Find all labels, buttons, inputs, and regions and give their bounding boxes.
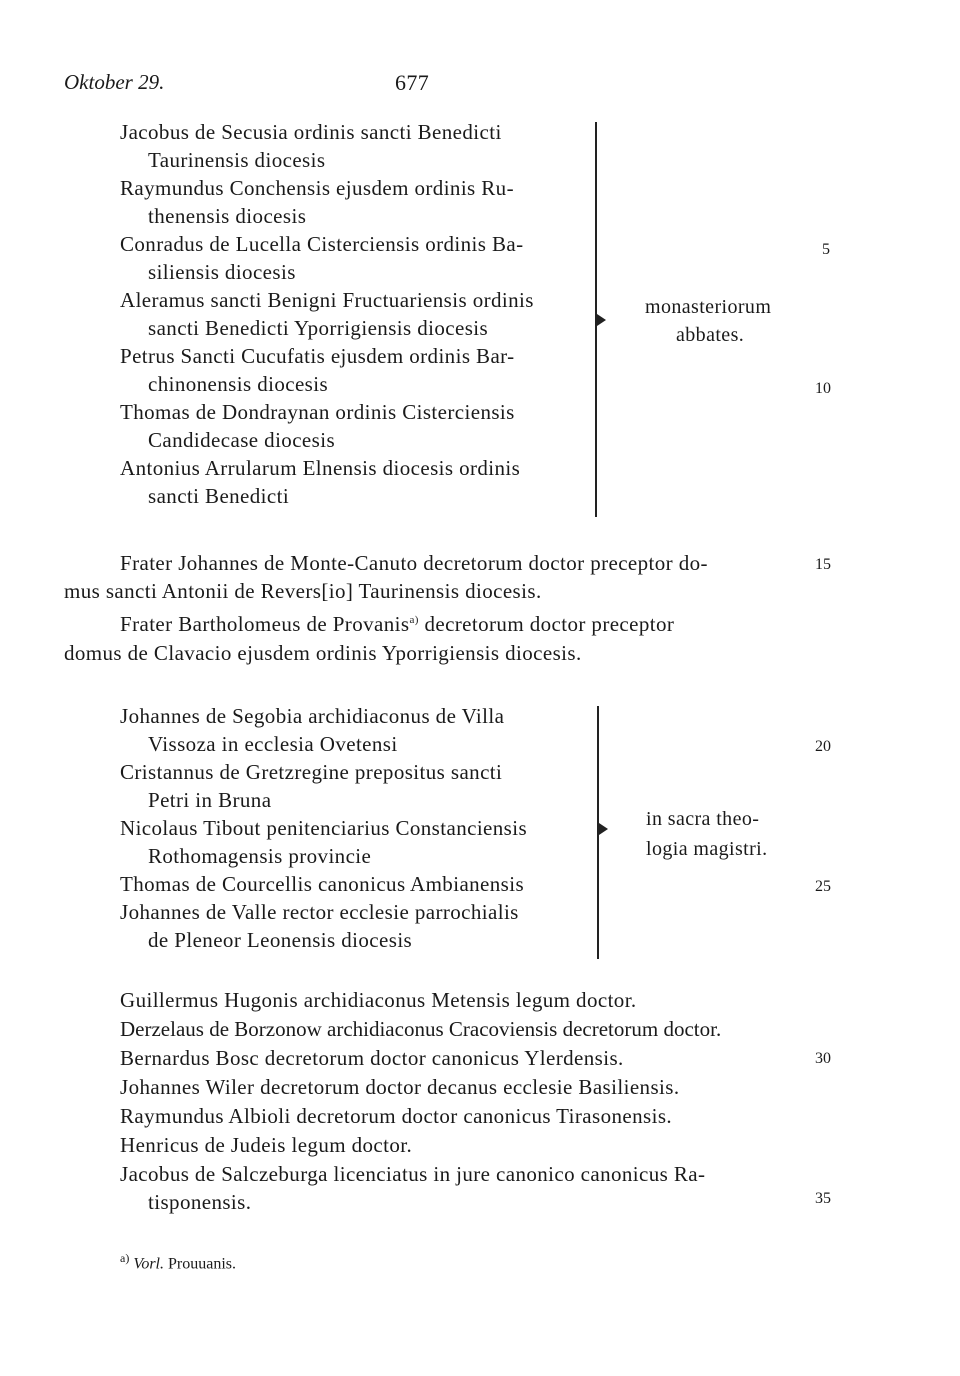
entry-line: Johannes de Valle rector ecclesie parrochialis xyxy=(120,900,519,924)
paragraph-line: domus de Clavacio ejusdem ordinis Yporrigiensis diocesis. xyxy=(64,641,582,665)
running-head-date: Oktober 29. xyxy=(64,70,165,94)
entry-line: Cristannus de Gretzregine prepositus sancti xyxy=(120,760,503,784)
entry-line: Petrus Sancti Cucufatis ejusdem ordinis Bar- xyxy=(120,344,515,368)
list-item: Jacobus de Salczeburga licenciatus in jure canonico canonicus Ra- xyxy=(120,1162,706,1186)
entry-line: Thomas de Dondraynan ordinis Cisterciensis xyxy=(120,400,515,424)
entry-line: thenensis diocesis xyxy=(148,204,307,228)
entry-line: Petri in Bruna xyxy=(148,788,272,812)
line-number: 20 xyxy=(815,738,831,755)
brace-label: monasteriorum xyxy=(645,296,772,318)
paragraph-line xyxy=(120,612,674,637)
entry-line: Nicolaus Tibout penitenciarius Constanciensis xyxy=(120,816,528,840)
footnote-italic: Vorl. xyxy=(133,1255,164,1273)
entry-line: Candidecase diocesis xyxy=(148,428,336,452)
list-item: Bernardus Bosc decretorum doctor canonicus Ylerdensis. xyxy=(120,1046,624,1070)
entry-line: sancti Benedicti xyxy=(148,484,290,508)
brace-label: in sacra theo- xyxy=(646,808,760,830)
entry-line: Jacobus de Secusia ordinis sancti Benedicti xyxy=(120,120,502,144)
list-item: Raymundus Albioli decretorum doctor canonicus Tirasonensis. xyxy=(120,1104,673,1128)
entry-line: de Pleneor Leonensis diocesis xyxy=(148,928,413,952)
line-number: 30 xyxy=(815,1050,831,1067)
entry-line: Johannes de Segobia archidiaconus de Villa xyxy=(120,704,505,728)
list-item: Guillermus Hugonis archidiaconus Metensis legum doctor. xyxy=(120,988,637,1012)
line-number: 35 xyxy=(815,1190,831,1207)
page-number: 677 xyxy=(395,70,430,95)
entry-line: sancti Benedicti Yporrigiensis diocesis xyxy=(148,316,489,340)
footnote-marker: a) xyxy=(409,614,419,626)
paragraph-text: decretorum doctor preceptor xyxy=(418,612,675,636)
line-number: 15 xyxy=(815,556,831,573)
entry-line: Antonius Arrularum Elnensis diocesis ordinis xyxy=(120,456,521,480)
list-item: tisponensis. xyxy=(148,1190,252,1214)
list-item: Johannes Wiler decretorum doctor decanus ecclesie Basiliensis. xyxy=(120,1075,680,1099)
paragraph-line: mus sancti Antonii de Revers[io] Taurinensis diocesis. xyxy=(64,579,542,603)
footnote xyxy=(120,1251,236,1273)
footnote-marker: a) xyxy=(120,1251,130,1265)
entry-line: Aleramus sancti Benigni Fructuariensis ordinis xyxy=(120,288,534,312)
line-number: 10 xyxy=(815,380,831,397)
entry-line: Rothomagensis provincie xyxy=(148,844,372,868)
brace-label: logia magistri. xyxy=(646,838,768,860)
list-item: Derzelaus de Borzonow archidiaconus Cracoviensis decretorum doctor. xyxy=(120,1017,722,1041)
curly-brace xyxy=(585,122,597,517)
entry-line: Vissoza in ecclesia Ovetensi xyxy=(148,732,398,756)
paragraph-line: Frater Johannes de Monte-Canuto decretorum doctor preceptor do- xyxy=(120,551,708,575)
entry-line: Conradus de Lucella Cisterciensis ordinis Ba- xyxy=(120,232,524,256)
brace-label: abbates. xyxy=(676,324,745,346)
entry-line: chinonensis diocesis xyxy=(148,372,329,396)
brace-point xyxy=(599,823,608,835)
entry-line: Thomas de Courcellis canonicus Ambianensis xyxy=(120,872,525,896)
line-number: 25 xyxy=(815,878,831,895)
footnote-text: Prouuanis. xyxy=(164,1255,236,1273)
brace-point xyxy=(597,314,606,326)
entry-line: Raymundus Conchensis ejusdem ordinis Ru- xyxy=(120,176,514,200)
entry-line: Taurinensis diocesis xyxy=(148,148,326,172)
list-item: Henricus de Judeis legum doctor. xyxy=(120,1133,413,1157)
line-number: 5 xyxy=(822,241,830,258)
curly-brace xyxy=(587,706,599,959)
paragraph-text: Frater Bartholomeus de Provanis xyxy=(120,612,410,636)
entry-line: siliensis diocesis xyxy=(148,260,296,284)
